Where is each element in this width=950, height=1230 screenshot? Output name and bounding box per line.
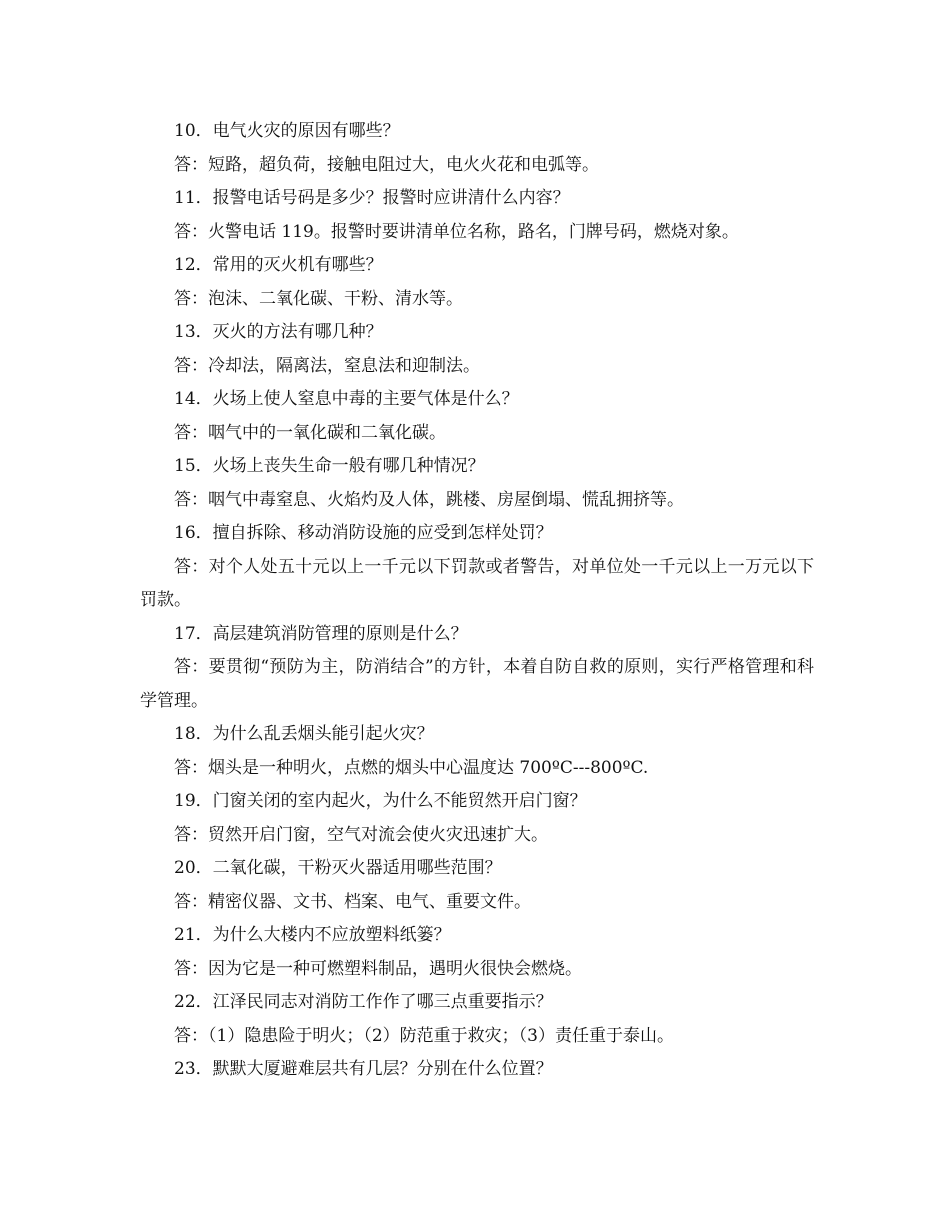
question-19: 19．门窗关闭的室内起火，为什么不能贸然开启门窗？ [174,791,587,811]
answer-12: 答：泡沫、二氧化碳、干粉、清水等。 [174,288,463,309]
answer-19: 答：贸然开启门窗，空气对流会使火灾迅速扩大。 [174,824,548,845]
answer-14: 答：咽气中的一氧化碳和二氧化碳。 [174,422,446,443]
question-16: 16．擅自拆除、移动消防设施的应受到怎样处罚？ [174,523,553,543]
question-22: 22．江泽民同志对消防工作作了哪三点重要指示？ [174,992,553,1012]
answer-13: 答：冷却法，隔离法，窒息法和迎制法。 [174,355,480,376]
question-17: 17．高层建筑消防管理的原则是什么？ [174,623,468,644]
answer-21: 答：因为它是一种可燃塑料制品，遇明火很快会燃烧。 [174,958,582,979]
question-14: 14．火场上使人窒息中毒的主要气体是什么？ [174,389,519,409]
answer-22: 答：（1）隐患险于明火；（2）防范重于救灾；（3）责任重于泰山。 [174,1025,674,1046]
question-18: 18．为什么乱丢烟头能引起火灾？ [174,724,434,744]
question-15: 15．火场上丧失生命一般有哪几种情况？ [174,456,485,476]
answer-10: 答：短路，超负荷，接触电阻过大，电火火花和电弧等。 [174,154,599,175]
answer-15: 答：咽气中毒窒息、火焰灼及人体，跳楼、房屋倒塌、慌乱拥挤等。 [174,489,684,510]
question-20: 20．二氧化碳，干粉灭火器适用哪些范围？ [174,858,502,878]
question-21: 21．为什么大楼内不应放塑料纸篓？ [174,925,451,945]
question-11: 11．报警电话号码是多少？报警时应讲清什么内容？ [174,188,570,208]
question-10: 10．电气火灾的原因有哪些？ [174,121,400,141]
question-23: 23．默默大厦避难层共有几层？分别在什么位置？ [174,1059,553,1079]
document-body [140,115,814,1087]
question-13: 13．灭火的方法有哪几种？ [174,322,383,342]
answer-16: 答：对个人处五十元以上一千元以下罚款或者警告，对单位处一千元以上一万元以下罚款。 [140,556,814,610]
answer-18: 答：烟头是一种明火，点燃的烟头中心温度达 700ºC---800ºC. [174,757,649,778]
question-12: 12．常用的灭火机有哪些？ [174,255,383,275]
answer-20: 答：精密仪器、文书、档案、电气、重要文件。 [174,891,531,912]
answer-11: 答：火警电话 119。报警时要讲清单位名称，路名，门牌号码，燃烧对象。 [174,221,739,242]
answer-17: 答：要贯彻“预防为主，防消结合”的方针，本着自防自救的原则，实行严格管理和科学管理。 [140,657,814,711]
